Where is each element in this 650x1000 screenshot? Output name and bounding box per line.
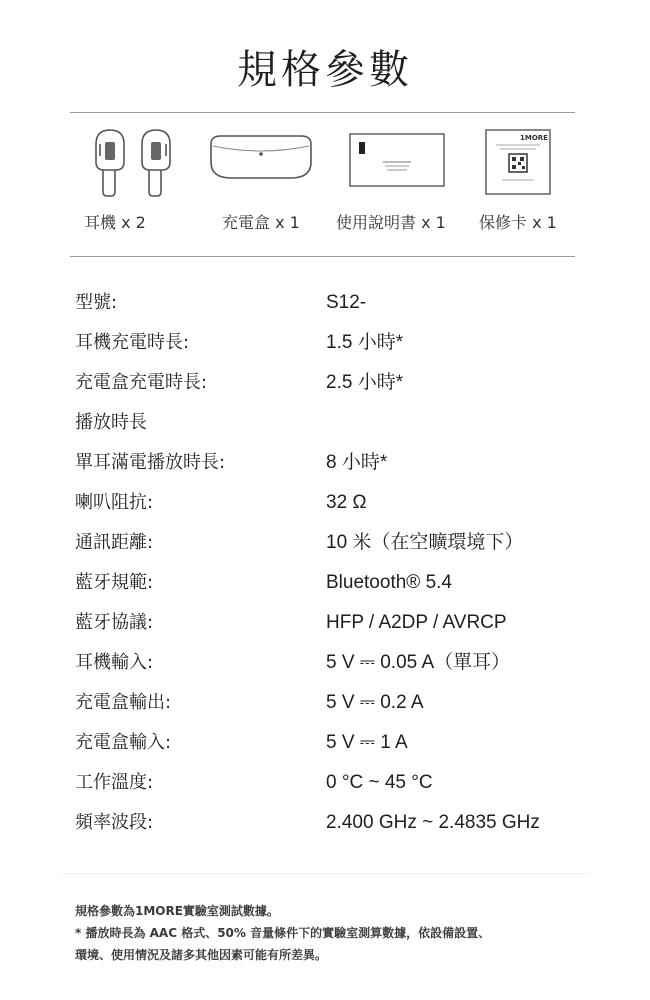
charging-case-label: 充電盒 x 1 [222,213,300,232]
spec-row [75,450,575,490]
spec-label: 充電盒輸出: [75,692,172,713]
spec-row [75,370,575,410]
svg-text:1MORE: 1MORE [520,134,548,142]
spec-label: 充電盒輸入: [75,732,172,753]
earbuds-icon [78,124,188,200]
earbuds-label: 耳機 x 2 [84,213,146,232]
footer-divider [60,873,590,874]
spec-value: 32 Ω [326,492,367,513]
spec-value: 2.5 小時* [326,372,404,393]
charging-case-item [205,124,317,200]
spec-row [75,530,575,570]
earbuds-item [78,124,188,200]
spec-row [75,610,575,650]
warranty-card-label: 保修卡 x 1 [479,213,557,232]
spec-row [75,650,575,690]
spec-value: 5 V ⎓ 0.2 A [326,692,424,713]
spec-table [75,290,575,850]
spec-label: 工作溫度: [75,772,154,793]
middle-divider [70,256,575,257]
spec-row [75,730,575,770]
spec-value: 10 米（在空曠環境下） [326,532,524,553]
spec-value: 2.400 GHz ~ 2.4835 GHz [326,812,540,833]
spec-value: 0 °C ~ 45 °C [326,772,433,793]
manual-icon [347,124,447,200]
charging-case-icon [205,124,317,200]
manual-item [347,124,447,200]
spec-label: 型號: [75,292,118,313]
spec-row [75,290,575,330]
spec-value: S12- [326,292,367,313]
spec-label: 耳機充電時長: [75,332,190,353]
footnote-line: * 播放時長為 AAC 格式、50% 音量條件下的實驗室測算數據，依設備設置、 [75,926,491,940]
footnote-line: 環境、使用情況及諸多其他因素可能有所差異。 [75,948,328,962]
spec-value: 5 V ⎓ 0.05 A（單耳） [326,652,511,673]
manual-label: 使用說明書 x 1 [336,213,446,232]
spec-row [75,330,575,370]
spec-label: 播放時長 [75,412,147,433]
spec-label: 藍牙規範: [75,572,154,593]
spec-row [75,810,575,850]
spec-row [75,410,575,450]
spec-value: 5 V ⎓ 1 A [326,732,408,753]
spec-label: 耳機輸入: [75,652,154,673]
page-title: 規格參數 [237,47,413,93]
spec-value: 8 小時* [326,452,388,473]
spec-row [75,570,575,610]
warranty-card-item [482,124,554,200]
spec-label: 單耳滿電播放時長: [75,452,226,473]
spec-label: 喇叭阻抗: [75,492,154,513]
spec-label: 頻率波段: [75,812,154,833]
spec-label: 通訊距離: [75,532,154,553]
spec-value: Bluetooth® 5.4 [326,572,452,593]
warranty-card-icon [482,124,554,200]
spec-row [75,490,575,530]
spec-label: 藍牙協議: [75,612,154,633]
package-contents [70,124,575,244]
spec-value: 1.5 小時* [326,332,404,353]
spec-label: 充電盒充電時長: [75,372,208,393]
spec-value: HFP / A2DP / AVRCP [326,612,507,633]
footnotes [75,900,575,966]
spec-row [75,690,575,730]
spec-row [75,770,575,810]
top-divider [70,112,575,113]
footnote-line: 規格參數為1MORE實驗室測試數據。 [75,904,279,918]
